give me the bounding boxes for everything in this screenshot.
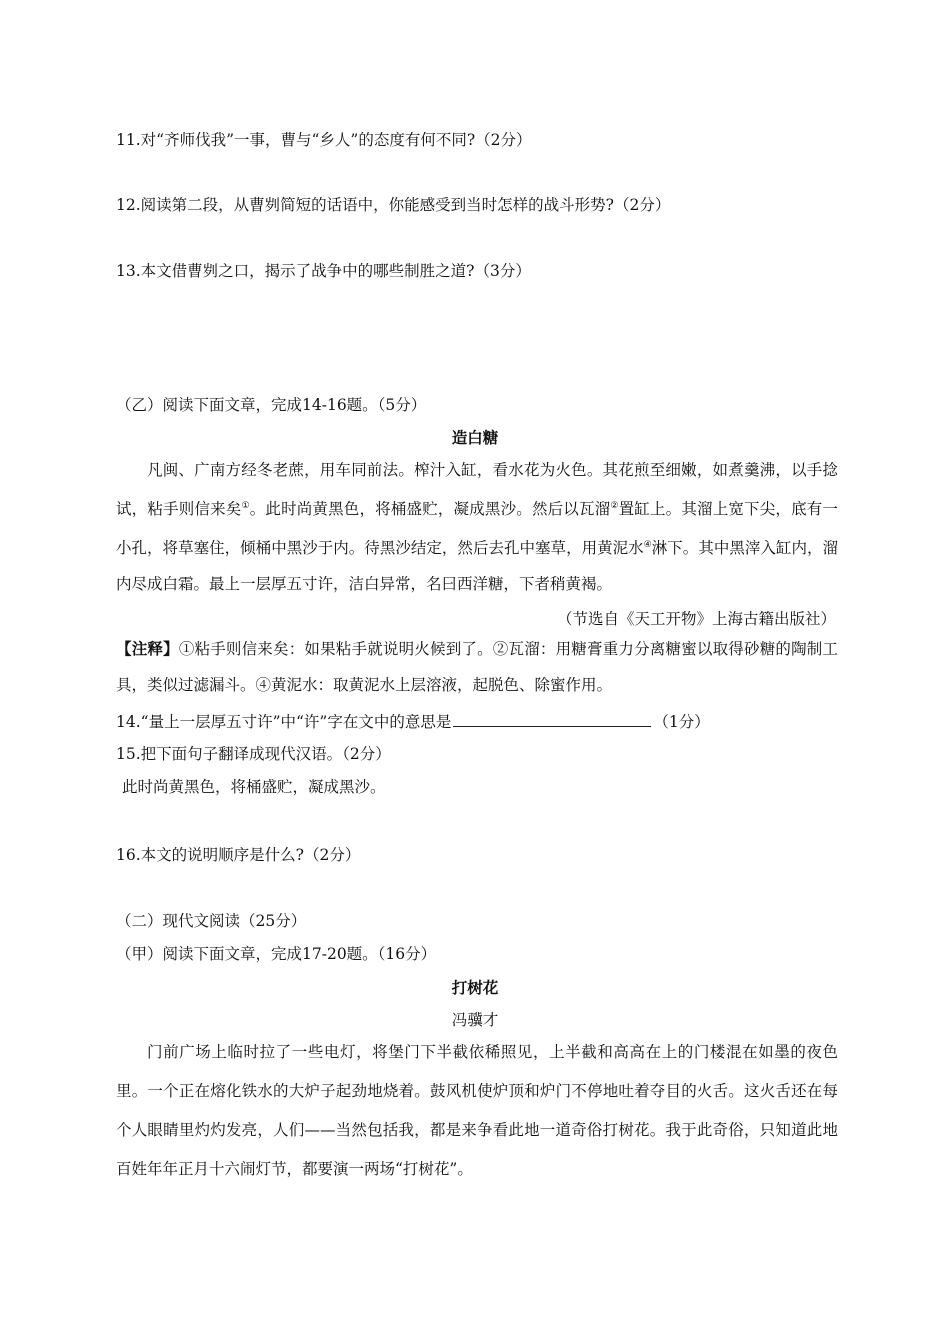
question-14	[116, 710, 710, 732]
question-12: 12.阅读第二段，从曹刿简短的话语中，你能感受到当时怎样的战斗形势?（2分）	[116, 196, 671, 214]
annotation-mark-2: ②	[610, 501, 619, 511]
article-author: 冯骥才	[451, 1011, 499, 1029]
question-15: 15.把下面句子翻译成现代汉语。（2分）	[116, 745, 391, 763]
article-body-dashuhua: 门前广场上临时拉了一些电灯，将堡门下半截依稀照见，上半截和高高在上的门楼混在如墨的夜色里。一个正在熔化铁水的大炉子起劲地烧着。鼓风机使炉顶和炉门不停地吐着夺目的火舌。这火舌还在每个人眼睛里灼灼发亮，人们——当然包括我，都是来争看此地一道奇俗打树花。我于此奇俗，只知道此地百姓年年正月十六闹灯节，都要演一两场“打树花”。	[116, 1043, 838, 1178]
answer-blank[interactable]	[453, 712, 651, 727]
annotation-mark-1: ①	[241, 501, 250, 511]
body-segment: 。此时尚黄黑色，将桶盛贮，凝成黑沙。然后以瓦溜	[249, 500, 611, 519]
body-segment: 凡闽、广南方经冬老蔗，用车同前法。榨汁入缸，看水花为火色。其花煎至细嫩，如煮羹沸，以手捻试，粘手则信来矣	[116, 461, 838, 519]
question-16: 16.本文的说明顺序是什么?（2分）	[116, 846, 361, 864]
modern-reading-heading: （二）现代文阅读（25分）	[116, 912, 307, 930]
question-11: 11.对“齐师伐我”一事，曹与“乡人”的态度有何不同?（2分）	[116, 131, 532, 149]
question-13: 13.本文借曹刿之口，揭示了战争中的哪些制胜之道?（3分）	[116, 262, 531, 280]
section-jia-heading: （甲）阅读下面文章，完成17-20题。（16分）	[116, 945, 437, 963]
annotation-notes	[116, 631, 838, 703]
article-body-zaobaitang	[116, 452, 838, 602]
body-segment: 置缸上。其溜上宽下尖，底有一小孔，将草塞住，倾桶中黑沙于内。待黑沙结定，然后去孔中塞草，用黄泥水	[116, 500, 838, 558]
body-segment: 淋下。其中黑滓入缸内，溜内尽成白霜。最上一层厚五寸许，洁白异常，名曰西洋糖，下者稍黄褐。	[116, 539, 838, 594]
article-source: （节选自《天工开物》上海古籍出版社）	[556, 610, 836, 628]
note-text: ①粘手则信来矣：如果粘手就说明火候到了。②瓦溜：用糖膏重力分离糖蜜以取得砂糖的陶制工具，类似过滤漏斗。④黄泥水：取黄泥水上层溶液，起脱色、除蜜作用。	[116, 640, 838, 694]
article-title-dashuhua: 打树花	[451, 979, 499, 997]
question-15-sentence: 此时尚黄黑色，将桶盛贮，凝成黑沙。	[122, 778, 386, 796]
section-yi-heading: （乙）阅读下面文章，完成14-16题。（5分）	[116, 396, 427, 414]
note-label: 【注释】	[116, 639, 179, 658]
question-14-text: 14.“量上一层厚五寸许”中“许”字在文中的意思是	[116, 713, 452, 731]
annotation-mark-4: ④	[643, 540, 652, 551]
article-title-zaobaitang: 造白糖	[451, 429, 499, 447]
question-14-score: （1分）	[653, 713, 710, 731]
